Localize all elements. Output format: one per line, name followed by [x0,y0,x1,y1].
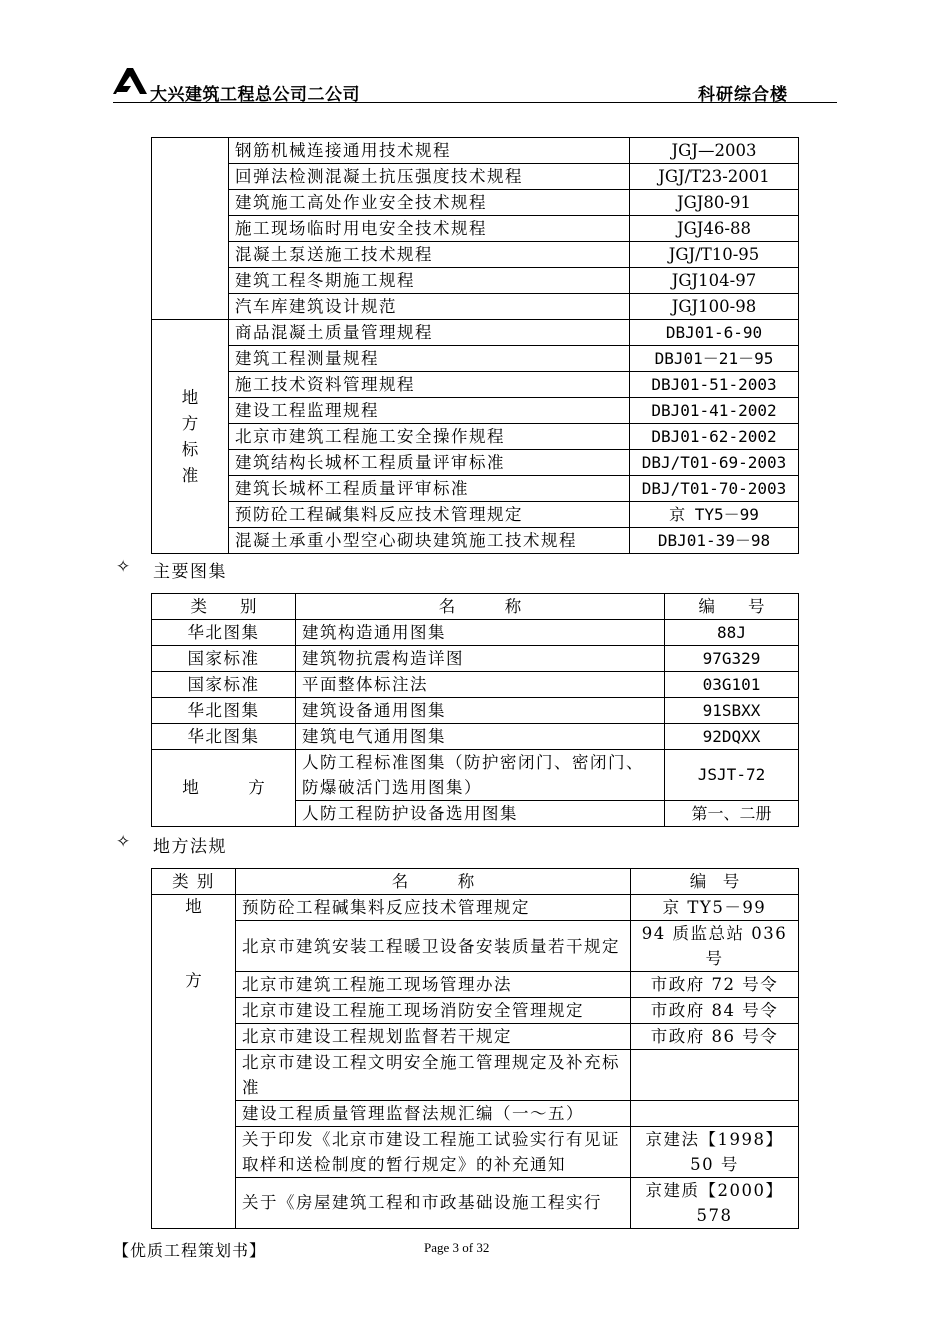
standard-name: 建设工程监理规程 [229,398,630,424]
table-row [152,1101,799,1127]
header-rule [113,102,837,103]
table-row [152,672,799,698]
header-code: 编 号 [665,594,799,620]
group-cell-local-standard [152,320,229,554]
table-row [152,528,799,554]
project-name: 科研综合楼 [698,85,788,105]
atlas-code: JSJT-72 [665,750,799,801]
standard-name: 钢筋机械连接通用技术规程 [229,138,630,164]
table-row [152,320,799,346]
table-row [152,138,799,164]
standard-code: DBJ01-6-90 [630,320,799,346]
table-row [152,294,799,320]
group-cell-blank [152,138,229,320]
atlas-code: 97G329 [665,646,799,672]
regulation-name: 北京市建设工程规划监督若干规定 [236,1024,631,1050]
regulation-name: 北京市建设工程文明安全施工管理规定及补充标准 [236,1050,631,1101]
section-title-regulations: 地方法规 [153,837,227,857]
standard-name: 北京市建筑工程施工安全操作规程 [229,424,630,450]
group-label-char: 方 [181,413,199,433]
page-number: Page 3 of 32 [424,1240,490,1255]
company-logo [113,64,149,98]
standard-name: 建筑施工高处作业安全技术规程 [229,190,630,216]
table-row [152,476,799,502]
table-header-row [152,594,799,620]
table-row [152,998,799,1024]
regulation-code: 京建法【1998】50 号 [631,1127,799,1178]
table-row [152,190,799,216]
table-row [152,1178,799,1229]
atlas-name: 建筑物抗震构造详图 [296,646,665,672]
standard-code: JGJ100-98 [630,294,799,320]
standard-name: 建筑长城杯工程质量评审标准 [229,476,630,502]
header-name: 名 称 [236,869,631,895]
table-row [152,750,799,801]
atlas-category: 华北图集 [152,620,296,646]
table-row [152,895,799,921]
section-bullet-icon: ✧ [116,557,131,577]
table-row [152,424,799,450]
standard-code: DBJ01-39－98 [630,528,799,554]
atlas-code: 03G101 [665,672,799,698]
table-row [152,346,799,372]
standard-name: 建筑工程测量规程 [229,346,630,372]
group-label-char: 方 [185,971,202,990]
regulation-name: 关于印发《北京市建设工程施工试验实行有见证取样和送检制度的暂行规定》的补充通知 [236,1127,631,1178]
standard-code: DBJ01-41-2002 [630,398,799,424]
table-row [152,698,799,724]
regulation-name: 建设工程质量管理监督法规汇编（一～五） [236,1101,631,1127]
section-title-atlas: 主要图集 [153,562,227,582]
regulation-code [631,1050,799,1101]
standard-name: 建筑工程冬期施工规程 [229,268,630,294]
atlas-category-local: 地 方 [152,750,296,827]
standard-name: 商品混凝土质量管理规程 [229,320,630,346]
atlas-code: 92DQXX [665,724,799,750]
header-code: 编 号 [631,869,799,895]
standard-name: 施工现场临时用电安全技术规程 [229,216,630,242]
header-category: 类 别 [152,594,296,620]
regulation-name: 预防砼工程碱集料反应技术管理规定 [236,895,631,921]
standard-code: JGJ/T23-2001 [630,164,799,190]
standard-name: 预防砼工程碱集料反应技术管理规定 [229,502,630,528]
table-row [152,502,799,528]
document-title: 【优质工程策划书】 [113,1241,267,1260]
table-row [152,972,799,998]
table-row [152,164,799,190]
standard-code: DBJ/T01-70-2003 [630,476,799,502]
standard-code: 京 TY5－99 [630,502,799,528]
standard-code: DBJ01-51-2003 [630,372,799,398]
standard-code: DBJ01－21－95 [630,346,799,372]
atlas-name: 平面整体标注法 [296,672,665,698]
table-row [152,724,799,750]
regulation-name: 北京市建筑安装工程暖卫设备安装质量若干规定 [236,921,631,972]
table-row [152,921,799,972]
regulation-code: 94 质监总站 036 号 [631,921,799,972]
group-label-char: 标 [181,439,199,459]
standard-name: 回弹法检测混凝土抗压强度技术规程 [229,164,630,190]
company-name: 大兴建筑工程总公司二公司 [150,85,360,105]
regulation-code: 市政府 84 号令 [631,998,799,1024]
atlas-name: 建筑电气通用图集 [296,724,665,750]
header-category: 类 别 [152,869,236,895]
standard-name: 施工技术资料管理规程 [229,372,630,398]
group-label-char: 地 [181,387,199,407]
standard-name: 建筑结构长城杯工程质量评审标准 [229,450,630,476]
regulation-code: 市政府 72 号令 [631,972,799,998]
regulation-name: 北京市建筑工程施工现场管理办法 [236,972,631,998]
atlas-name: 人防工程标准图集（防护密闭门、密闭门、防爆破活门选用图集） [296,750,665,801]
table-row [152,1127,799,1178]
table-row [152,398,799,424]
standard-code: DBJ/T01-69-2003 [630,450,799,476]
table-row [152,268,799,294]
regulation-code [631,1101,799,1127]
atlas-category: 国家标准 [152,672,296,698]
standard-name: 混凝土泵送施工技术规程 [229,242,630,268]
standard-code: JGJ104-97 [630,268,799,294]
standards-table [151,137,799,554]
standard-code: JGJ—2003 [630,138,799,164]
standard-code: JGJ/T10-95 [630,242,799,268]
regulations-table [151,868,799,1229]
standard-name: 混凝土承重小型空心砌块建筑施工技术规程 [229,528,630,554]
table-row [152,242,799,268]
standard-code: DBJ01-62-2002 [630,424,799,450]
group-label-char: 地 [185,897,202,916]
atlas-name: 人防工程防护设备选用图集 [296,801,665,827]
group-label-char: 准 [181,465,199,485]
atlas-category: 华北图集 [152,698,296,724]
atlas-category: 华北图集 [152,724,296,750]
table-row [152,620,799,646]
atlas-code: 88J [665,620,799,646]
header-name: 名 称 [296,594,665,620]
regulation-code: 京建质【2000】578 [631,1178,799,1229]
table-row [152,1024,799,1050]
table-row [152,1050,799,1101]
atlas-table [151,593,799,827]
table-row [152,372,799,398]
group-cell-local-regulation [152,895,236,1229]
atlas-name: 建筑构造通用图集 [296,620,665,646]
atlas-category: 国家标准 [152,646,296,672]
table-header-row [152,869,799,895]
regulation-name: 关于《房屋建筑工程和市政基础设施工程实行 [236,1178,631,1229]
atlas-code: 91SBXX [665,698,799,724]
regulation-code: 市政府 86 号令 [631,1024,799,1050]
section-bullet-icon: ✧ [116,832,131,852]
standard-code: JGJ80-91 [630,190,799,216]
table-row [152,450,799,476]
atlas-code: 第一、二册 [665,801,799,827]
regulation-code: 京 TY5－99 [631,895,799,921]
standard-name: 汽车库建筑设计规范 [229,294,630,320]
table-row [152,646,799,672]
table-row [152,216,799,242]
regulation-name: 北京市建设工程施工现场消防安全管理规定 [236,998,631,1024]
atlas-name: 建筑设备通用图集 [296,698,665,724]
standard-code: JGJ46-88 [630,216,799,242]
